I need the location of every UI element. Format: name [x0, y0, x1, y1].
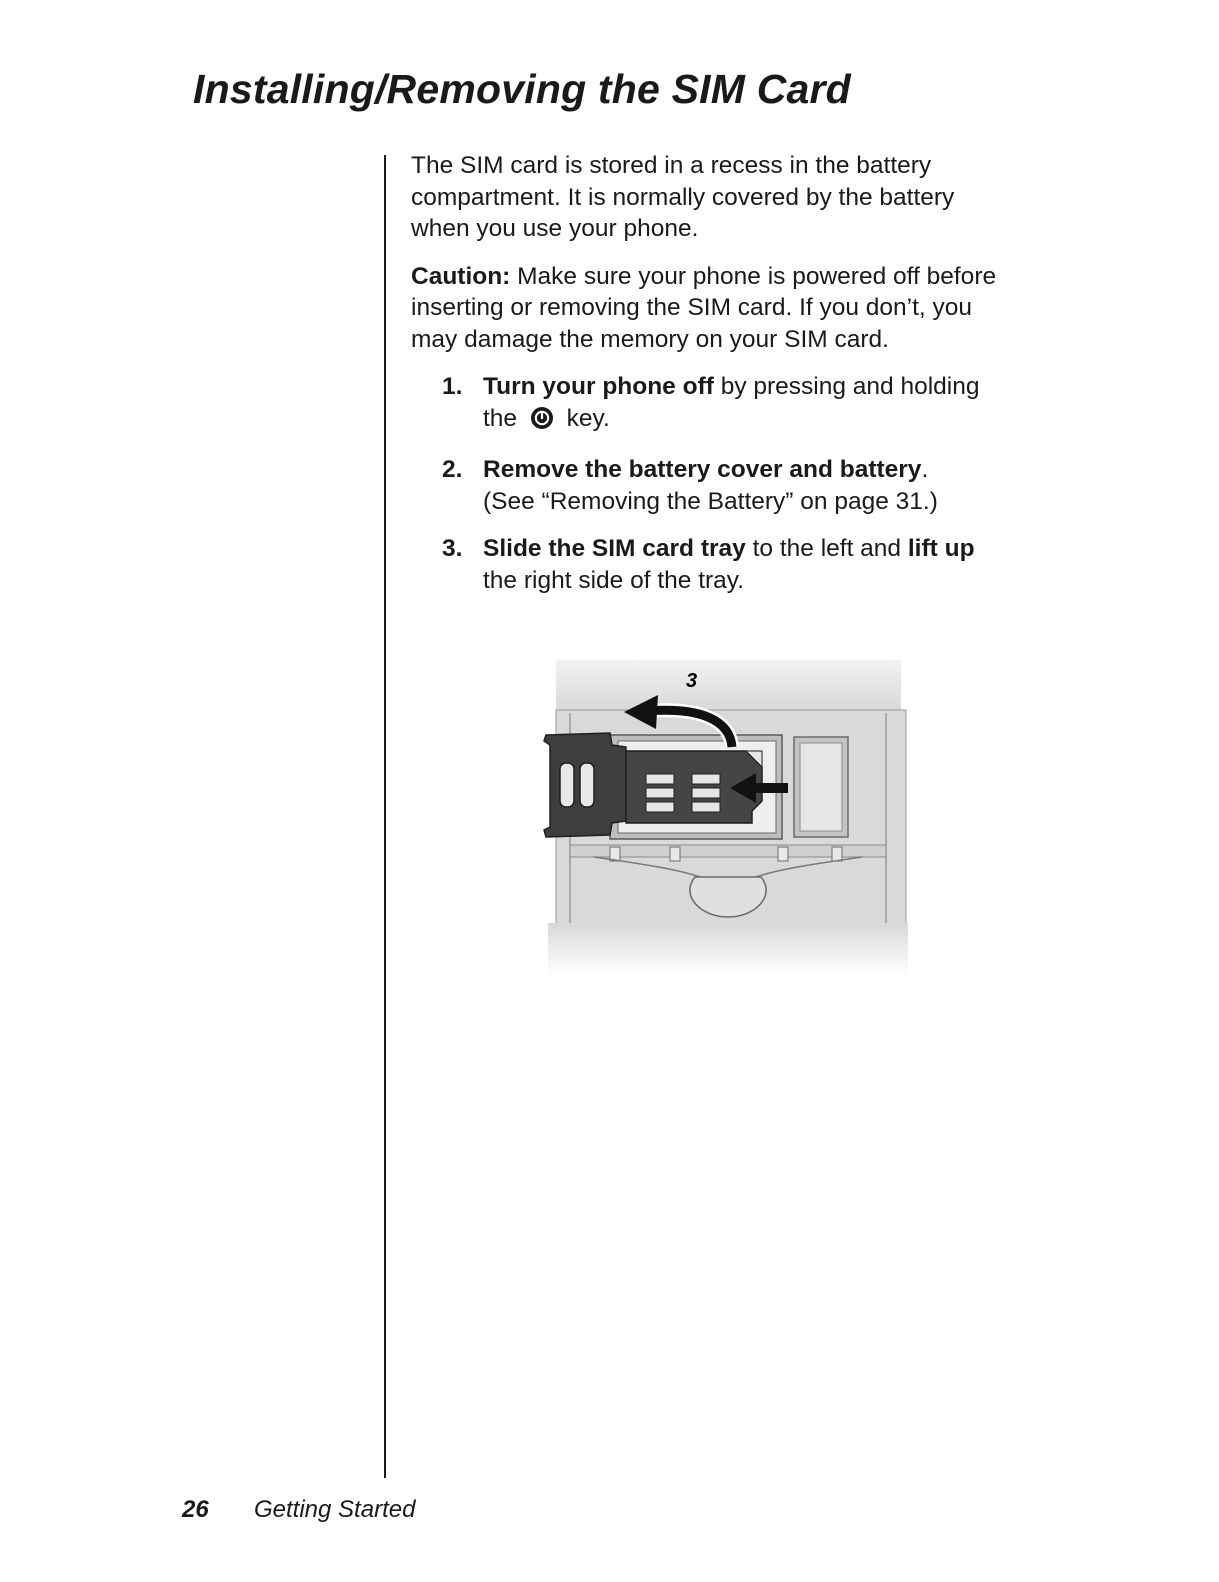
page-number: 26: [182, 1496, 209, 1523]
sim-tray-illustration: [540, 655, 910, 975]
step-number: 2.: [442, 456, 463, 483]
step-text: .: [921, 456, 929, 483]
step-item: [411, 454, 1011, 517]
step-text: by pressing and holding the: [483, 373, 980, 432]
caution-label: Caution:: [411, 262, 511, 290]
main-content: [411, 150, 1011, 612]
step-bold-text: Slide the SIM card tray: [483, 535, 746, 562]
step-item: [411, 533, 1011, 596]
step-bold-text: Remove the battery cover and battery: [483, 456, 922, 483]
figure-step-label: 3: [686, 670, 698, 692]
step-number: 3.: [442, 535, 463, 562]
step-text: the right side of the tray.: [483, 566, 745, 594]
power-key-icon: [530, 406, 554, 439]
page-footer: [182, 1496, 416, 1524]
intro-paragraph: The SIM card is stored in a recess in the battery compartment. It is normally covered by the battery when you use your phone.: [411, 152, 955, 242]
step-bold-text: lift up: [907, 535, 975, 562]
caution-paragraph: [411, 261, 1011, 356]
step-text: key.: [559, 404, 610, 432]
margin-rule: [384, 155, 386, 1478]
step-number: 1.: [442, 373, 463, 400]
step-item: [411, 371, 1011, 438]
step-bold-text: Turn your phone off: [483, 373, 714, 400]
step-text: (See “Removing the Battery” on page 31.): [483, 487, 938, 515]
steps-list: [411, 371, 1011, 596]
page-title: Installing/Removing the SIM Card: [193, 66, 851, 112]
caution-text: Make sure your phone is powered off before inserting or removing the SIM card. If you don’t, you may damage the memory on your SIM card.: [411, 262, 997, 353]
step-text: to the left and: [745, 535, 908, 562]
section-name: Getting Started: [254, 1496, 416, 1523]
